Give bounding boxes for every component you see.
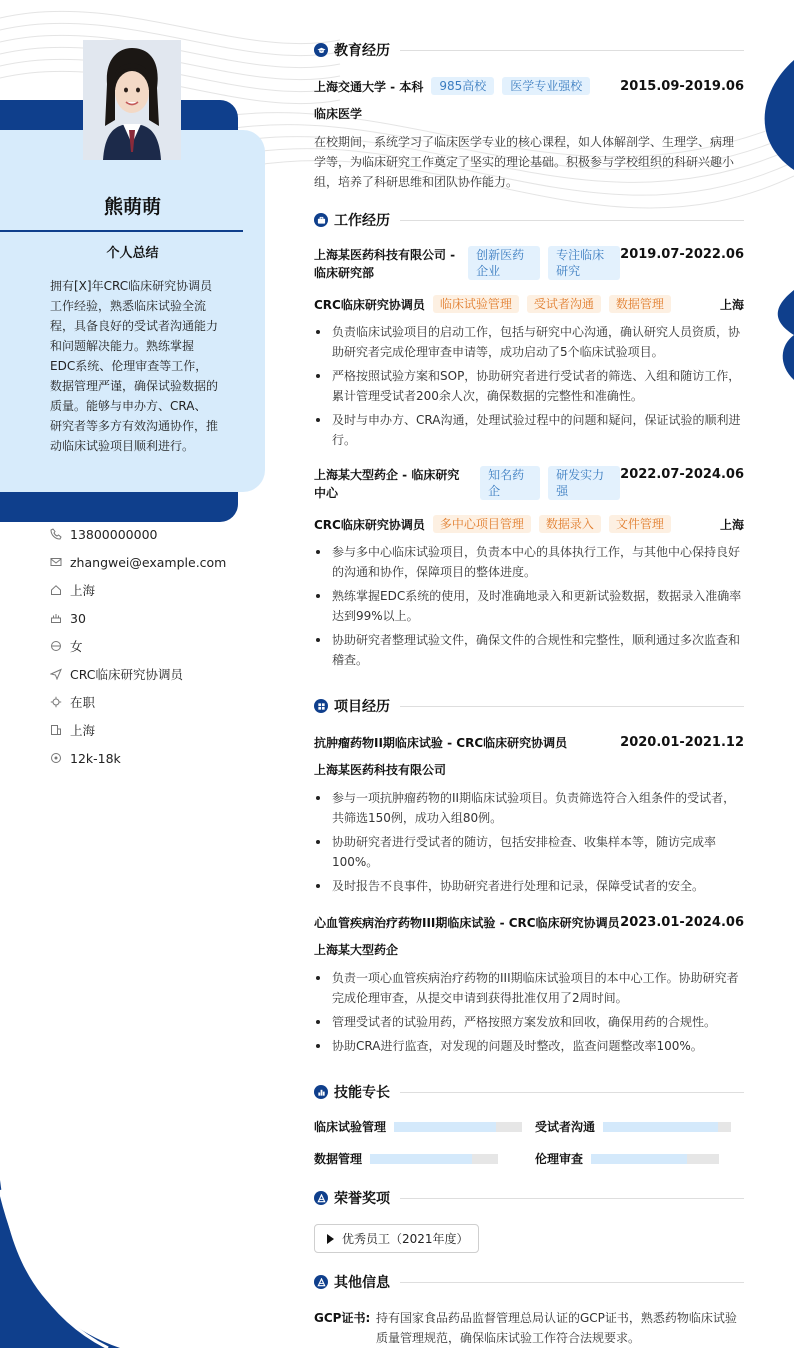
- email-text: zhangwei@example.com: [70, 554, 227, 570]
- skill-item: [314, 1150, 498, 1167]
- grid-icon: [314, 699, 328, 713]
- skill-name: 临床试验管理: [314, 1120, 387, 1134]
- school-name: 上海交通大学 - 本科: [314, 79, 424, 94]
- gender-text: 女: [70, 639, 83, 654]
- section-divider: [400, 706, 744, 707]
- list-item: 负责临床试验项目的启动工作，包括与研究中心沟通，确认研究人员资质，协助研究者完成伦理审查申请等，成功启动了5个临床试验项目。: [314, 322, 744, 362]
- company-tag: 创新医药企业: [468, 246, 540, 280]
- skill-bar-fill: [394, 1122, 496, 1132]
- info-salary: [50, 744, 226, 772]
- medal-icon: [314, 1191, 328, 1205]
- skill-tag: 临床试验管理: [433, 295, 519, 313]
- section-title: 技能专长: [334, 1085, 390, 1101]
- project-date: 2023.01-2024.06: [620, 914, 744, 930]
- name-divider: [0, 230, 243, 232]
- company-tag: 知名药企: [480, 466, 540, 500]
- graduation-cap-icon: [314, 43, 328, 57]
- section-title: 项目经历: [334, 699, 390, 715]
- section-title: 荣誉奖项: [334, 1191, 390, 1207]
- age-text: 30: [70, 610, 86, 626]
- bar-chart-icon: [314, 1085, 328, 1099]
- section-title: 其他信息: [334, 1275, 390, 1291]
- section-divider: [400, 1092, 744, 1093]
- contact-info-list: [50, 520, 226, 772]
- section-education-header: [314, 40, 744, 60]
- skill-bar: [591, 1154, 719, 1164]
- profile-name: 熊萌萌: [103, 196, 161, 218]
- other-label: GCP证书:: [314, 1311, 371, 1325]
- job-role: CRC临床研究协调员: [314, 517, 425, 532]
- list-item: 参与一项抗肿瘤药物的II期临床试验项目。负责筛选符合入组条件的受试者，共筛选150例，成功入组80例。: [314, 788, 744, 828]
- work-entry-1: [314, 246, 744, 454]
- education-date: 2015.09-2019.06: [620, 78, 744, 94]
- profile-photo: [83, 40, 181, 160]
- other-info-entry: [314, 1308, 744, 1348]
- school-tag: 医学专业强校: [502, 77, 590, 95]
- company-tag: 研发实力强: [548, 466, 620, 500]
- play-triangle-icon: [327, 1234, 334, 1244]
- project-entry-2: [314, 912, 744, 1060]
- section-title: 教育经历: [334, 43, 390, 59]
- section-divider: [400, 1282, 744, 1283]
- building-icon: [50, 724, 62, 736]
- company-tag: 专注临床研究: [548, 246, 620, 280]
- cake-icon: [50, 612, 62, 624]
- list-item: 参与多中心临床试验项目，负责本中心的具体执行工作，与其他中心保持良好的沟通和协作，保障项目的整体进度。: [314, 542, 744, 582]
- home-icon: [50, 584, 62, 596]
- skill-name: 受试者沟通: [535, 1120, 596, 1134]
- company-name: 上海某大型药企 - 临床研究中心: [314, 468, 460, 500]
- info-location: [50, 576, 226, 604]
- skill-tag: 数据录入: [539, 515, 601, 533]
- skill-name: 伦理审查: [535, 1152, 584, 1166]
- location-text: 上海: [70, 583, 96, 598]
- list-item: 及时与申办方、CRA沟通，处理试验过程中的问题和疑问，保证试验的顺利进行。: [314, 410, 744, 450]
- person-avatar-icon: [83, 40, 181, 160]
- award-item[interactable]: [314, 1224, 479, 1253]
- award-text: 优秀员工（2021年度）: [342, 1232, 469, 1246]
- education-description: 在校期间，系统学习了临床医学专业的核心课程，如人体解剖学、生理学、病理学等，为临床研究工作奠定了坚实的理论基础。积极参与学校组织的科研兴趣小组，培养了科研思维和团队协作能力。: [314, 135, 735, 189]
- project-title: 抗肿瘤药物II期临床试验 - CRC临床研究协调员: [314, 735, 568, 750]
- skill-name: 数据管理: [314, 1152, 363, 1166]
- list-item: 协助CRA进行监查，对发现的问题及时整改，监查问题整改率100%。: [314, 1036, 744, 1056]
- briefcase-icon: [314, 213, 328, 227]
- gender-icon: [50, 640, 62, 652]
- section-divider: [400, 220, 744, 221]
- info-city: [50, 716, 226, 744]
- phone-text: 13800000000: [70, 526, 158, 542]
- section-other-header: [314, 1272, 744, 1292]
- project-org: 上海某医药科技有限公司: [314, 763, 447, 777]
- position-text: CRC临床研究协调员: [70, 667, 184, 682]
- section-divider: [400, 1198, 744, 1199]
- info-status: [50, 688, 226, 716]
- other-text: 持有国家食品药品监督管理总局认证的GCP证书，熟悉药物临床试验质量管理规范，确保临床试验工作符合法规要求。: [376, 1311, 737, 1345]
- project-bullets: [314, 788, 744, 896]
- skill-bar-fill: [370, 1154, 472, 1164]
- skill-bar-fill: [591, 1154, 687, 1164]
- job-city: 上海: [719, 297, 744, 312]
- list-item: 熟练掌握EDC系统的使用，及时准确地录入和更新试验数据，数据录入准确率达到99%以上。: [314, 586, 744, 626]
- work-entry-2: [314, 466, 744, 674]
- list-item: 及时报告不良事件，协助研究者进行处理和记录，保障受试者的安全。: [314, 876, 744, 896]
- section-divider: [400, 50, 744, 51]
- project-org: 上海某大型药企: [314, 943, 399, 957]
- job-city: 上海: [719, 517, 744, 532]
- work-date: 2019.07-2022.06: [620, 247, 744, 262]
- project-entry-1: [314, 732, 744, 900]
- work-bullets: [314, 542, 744, 670]
- job-role: CRC临床研究协调员: [314, 297, 425, 312]
- section-projects-header: [314, 696, 744, 716]
- info-icon: [314, 1275, 328, 1289]
- school-tag: 985高校: [431, 77, 494, 95]
- summary-title: 个人总结: [106, 246, 159, 261]
- city-text: 上海: [70, 723, 96, 738]
- work-date: 2022.07-2024.06: [620, 467, 744, 482]
- skill-tag: 数据管理: [609, 295, 671, 313]
- info-phone: [50, 520, 226, 548]
- info-email: [50, 548, 226, 576]
- status-text: 在职: [70, 695, 96, 710]
- skill-item: [314, 1118, 522, 1135]
- project-title: 心血管疾病治疗药物III期临床试验 - CRC临床研究协调员: [314, 915, 620, 930]
- section-awards-header: [314, 1188, 744, 1208]
- section-title: 工作经历: [334, 213, 390, 229]
- list-item: 严格按照试验方案和SOP，协助研究者进行受试者的筛选、入组和随访工作，累计管理受试者200余人次，确保数据的完整性和准确性。: [314, 366, 744, 406]
- skill-tag: 多中心项目管理: [433, 515, 531, 533]
- status-icon: [50, 696, 62, 708]
- salary-text: 12k-18k: [70, 750, 121, 766]
- salary-icon: [50, 752, 62, 764]
- list-item: 负责一项心血管疾病治疗药物的III期临床试验项目的本中心工作。协助研究者完成伦理审查，从提交申请到获得批准仅用了2周时间。: [314, 968, 744, 1008]
- section-work-header: [314, 210, 744, 230]
- major: 临床医学: [314, 107, 363, 121]
- project-date: 2020.01-2021.12: [620, 734, 744, 750]
- email-icon: [50, 556, 62, 568]
- info-position: [50, 660, 226, 688]
- skill-bar-fill: [603, 1122, 718, 1132]
- summary-text: 拥有[X]年CRC临床研究协调员工作经验，熟悉临床试验全流程，具备良好的受试者沟通能力和问题解决能力。熟练掌握EDC系统、伦理审查等工作，数据管理严谨，确保试验数据的质量。能够与申办方、CRA、研究者等多方有效沟通协作，推动临床试验项目顺利进行。: [50, 279, 219, 453]
- skill-tag: 文件管理: [609, 515, 671, 533]
- company-name: 上海某医药科技有限公司 - 临床研究部: [314, 248, 456, 280]
- skill-tag: 受试者沟通: [527, 295, 601, 313]
- list-item: 协助研究者整理试验文件，确保文件的合规性和完整性，顺利通过多次监查和稽查。: [314, 630, 744, 670]
- info-age: [50, 604, 226, 632]
- project-bullets: [314, 968, 744, 1056]
- skill-bar: [394, 1122, 522, 1132]
- send-icon: [50, 668, 62, 680]
- education-entry: [314, 76, 744, 192]
- skill-item: [535, 1150, 719, 1167]
- work-bullets: [314, 322, 744, 450]
- skill-bar: [603, 1122, 731, 1132]
- skill-item: [535, 1118, 731, 1135]
- list-item: 协助研究者进行受试者的随访，包括安排检查、收集样本等，随访完成率100%。: [314, 832, 744, 872]
- phone-icon: [50, 528, 62, 540]
- skill-bar: [370, 1154, 498, 1164]
- list-item: 管理受试者的试验用药，严格按照方案发放和回收，确保用药的合规性。: [314, 1012, 744, 1032]
- section-skills-header: [314, 1082, 744, 1102]
- info-gender: [50, 632, 226, 660]
